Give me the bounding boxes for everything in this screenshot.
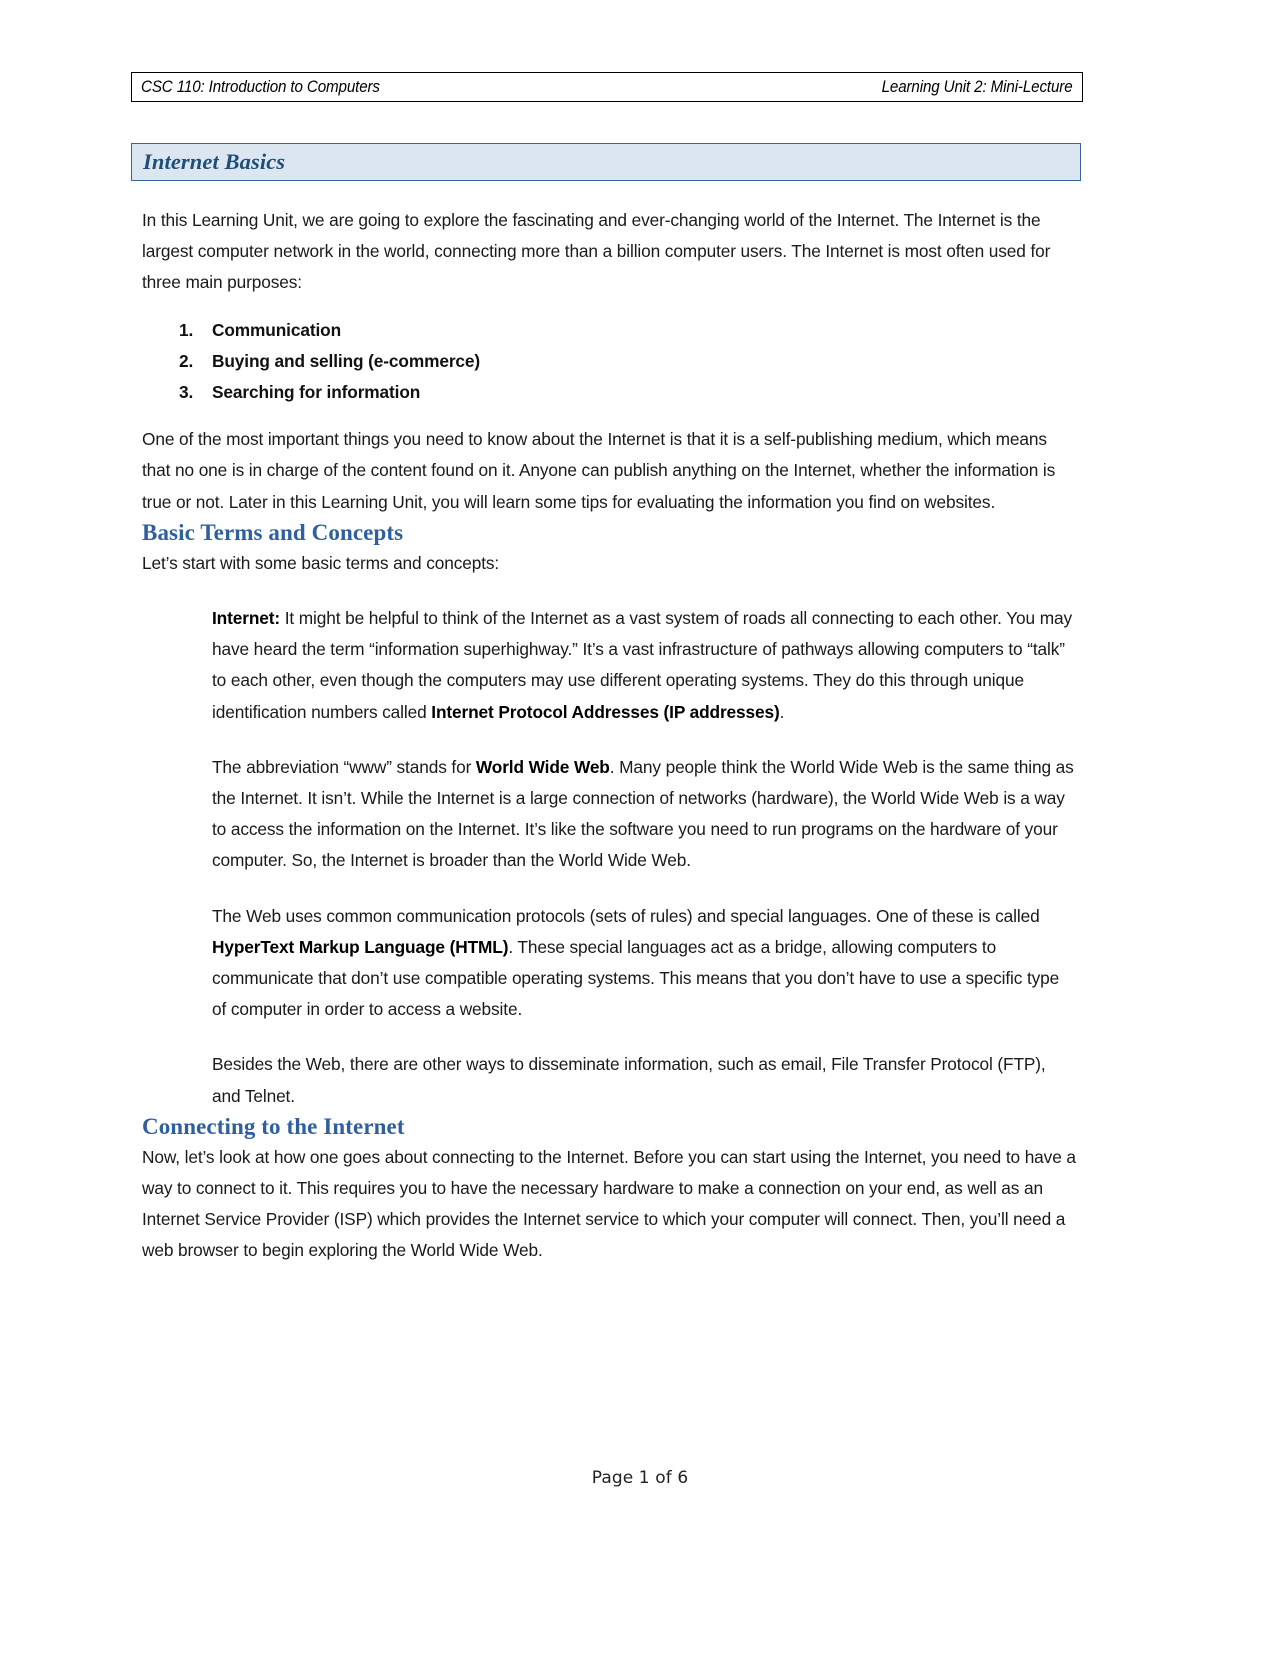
definition-html-text-1: The Web uses common communication protocols (sets of rules) and special languages. One of these is called [212,905,1040,926]
definition-html [212,901,1078,1026]
header-unit-title: Learning Unit 2: Mini-Lecture [882,77,1073,96]
connecting-paragraph: Now, let’s look at how one goes about connecting to the Internet. Before you can start using the Internet, you need to have a way to connect to it. This requires you to have the necessary hardware to make a connection on your end, as well as an Internet Service Provider (ISP) which provides the Internet service to which your computer will connect. Then, you’ll need a web browser to begin exploring the World Wide Web. [142,1146,1076,1261]
intro-paragraph: In this Learning Unit, we are going to explore the fascinating and ever-changing world of the Internet. The Internet is the largest computer network in the world, connecting more than a billion computer users. The Internet is most often used for three main purposes: [142,210,1051,293]
document-footer [0,1468,1280,1488]
definition-internet-bold-2: Internet Protocol Addresses (IP addresses) [431,701,780,722]
definition-internet-text-3: . [779,701,785,722]
basic-terms-intro-line: Let’s start with some basic terms and concepts: [142,552,500,573]
definition-internet-text-1: It might be helpful to think of the Internet as a vast system of roads all connecting to each other. You may have heard the term “information superhighway.” It’s a vast infrastructure of pathways allowing computers to “talk” to each other, even though the computers may use different operating systems. They do this through unique identification numbers called [212,608,1072,722]
definitions-block [212,603,1078,1112]
page-number: Page 1 of 6 [591,1468,689,1488]
header-course-title: CSC 110: Introduction to Computers [141,77,380,96]
self-publishing-paragraph: One of the most important things you need to know about the Internet is that it is a self-publishing medium, which means that no one is in charge of the content found on it. Anyone can publish anything on the Internet, whether the information is true or not. Later in this Learning Unit, you will learn some tips for evaluating the information you find on websites. [142,429,1056,512]
running-header [131,72,1083,102]
list-item: Buying and selling (e-commerce) [212,350,481,371]
definition-www-bold-2: World Wide Web [475,756,610,777]
page-title: Internet Basics [143,149,286,174]
document-content [142,205,1078,1267]
title-banner [131,143,1081,181]
definition-internet [212,603,1078,728]
definition-html-text-3: . These special languages act as a bridge, allowing computers to communicate that don’t use compatible operating systems. This means that you don’t have to use a specific type of computer in order to access a website. [212,936,1060,1020]
definition-www [212,752,1078,877]
definition-term-internet: Internet: [212,608,281,629]
definition-www-text-1: The abbreviation “www” stands for [212,756,476,777]
list-item: Searching for information [212,382,421,403]
definition-other-protocols: Besides the Web, there are other ways to disseminate information, such as email, File Transfer Protocol (FTP), and Telnet. [212,1054,1046,1106]
definition-www-text-3: . Many people think the World Wide Web is the same thing as the Internet. It isn’t. While the Internet is a large connection of networks (hardware), the World Wide Web is a way to access the information on the Internet. It’s like the software you need to run programs on the hardware of your computer. So, the Internet is broader than the World Wide Web. [212,756,1074,871]
heading-basic-terms: Basic Terms and Concepts [142,519,404,545]
heading-connecting: Connecting to the Internet [142,1113,405,1139]
definition-html-bold-2: HyperText Markup Language (HTML) [212,936,509,957]
purposes-list [142,315,1078,409]
list-item: Communication [212,319,342,340]
